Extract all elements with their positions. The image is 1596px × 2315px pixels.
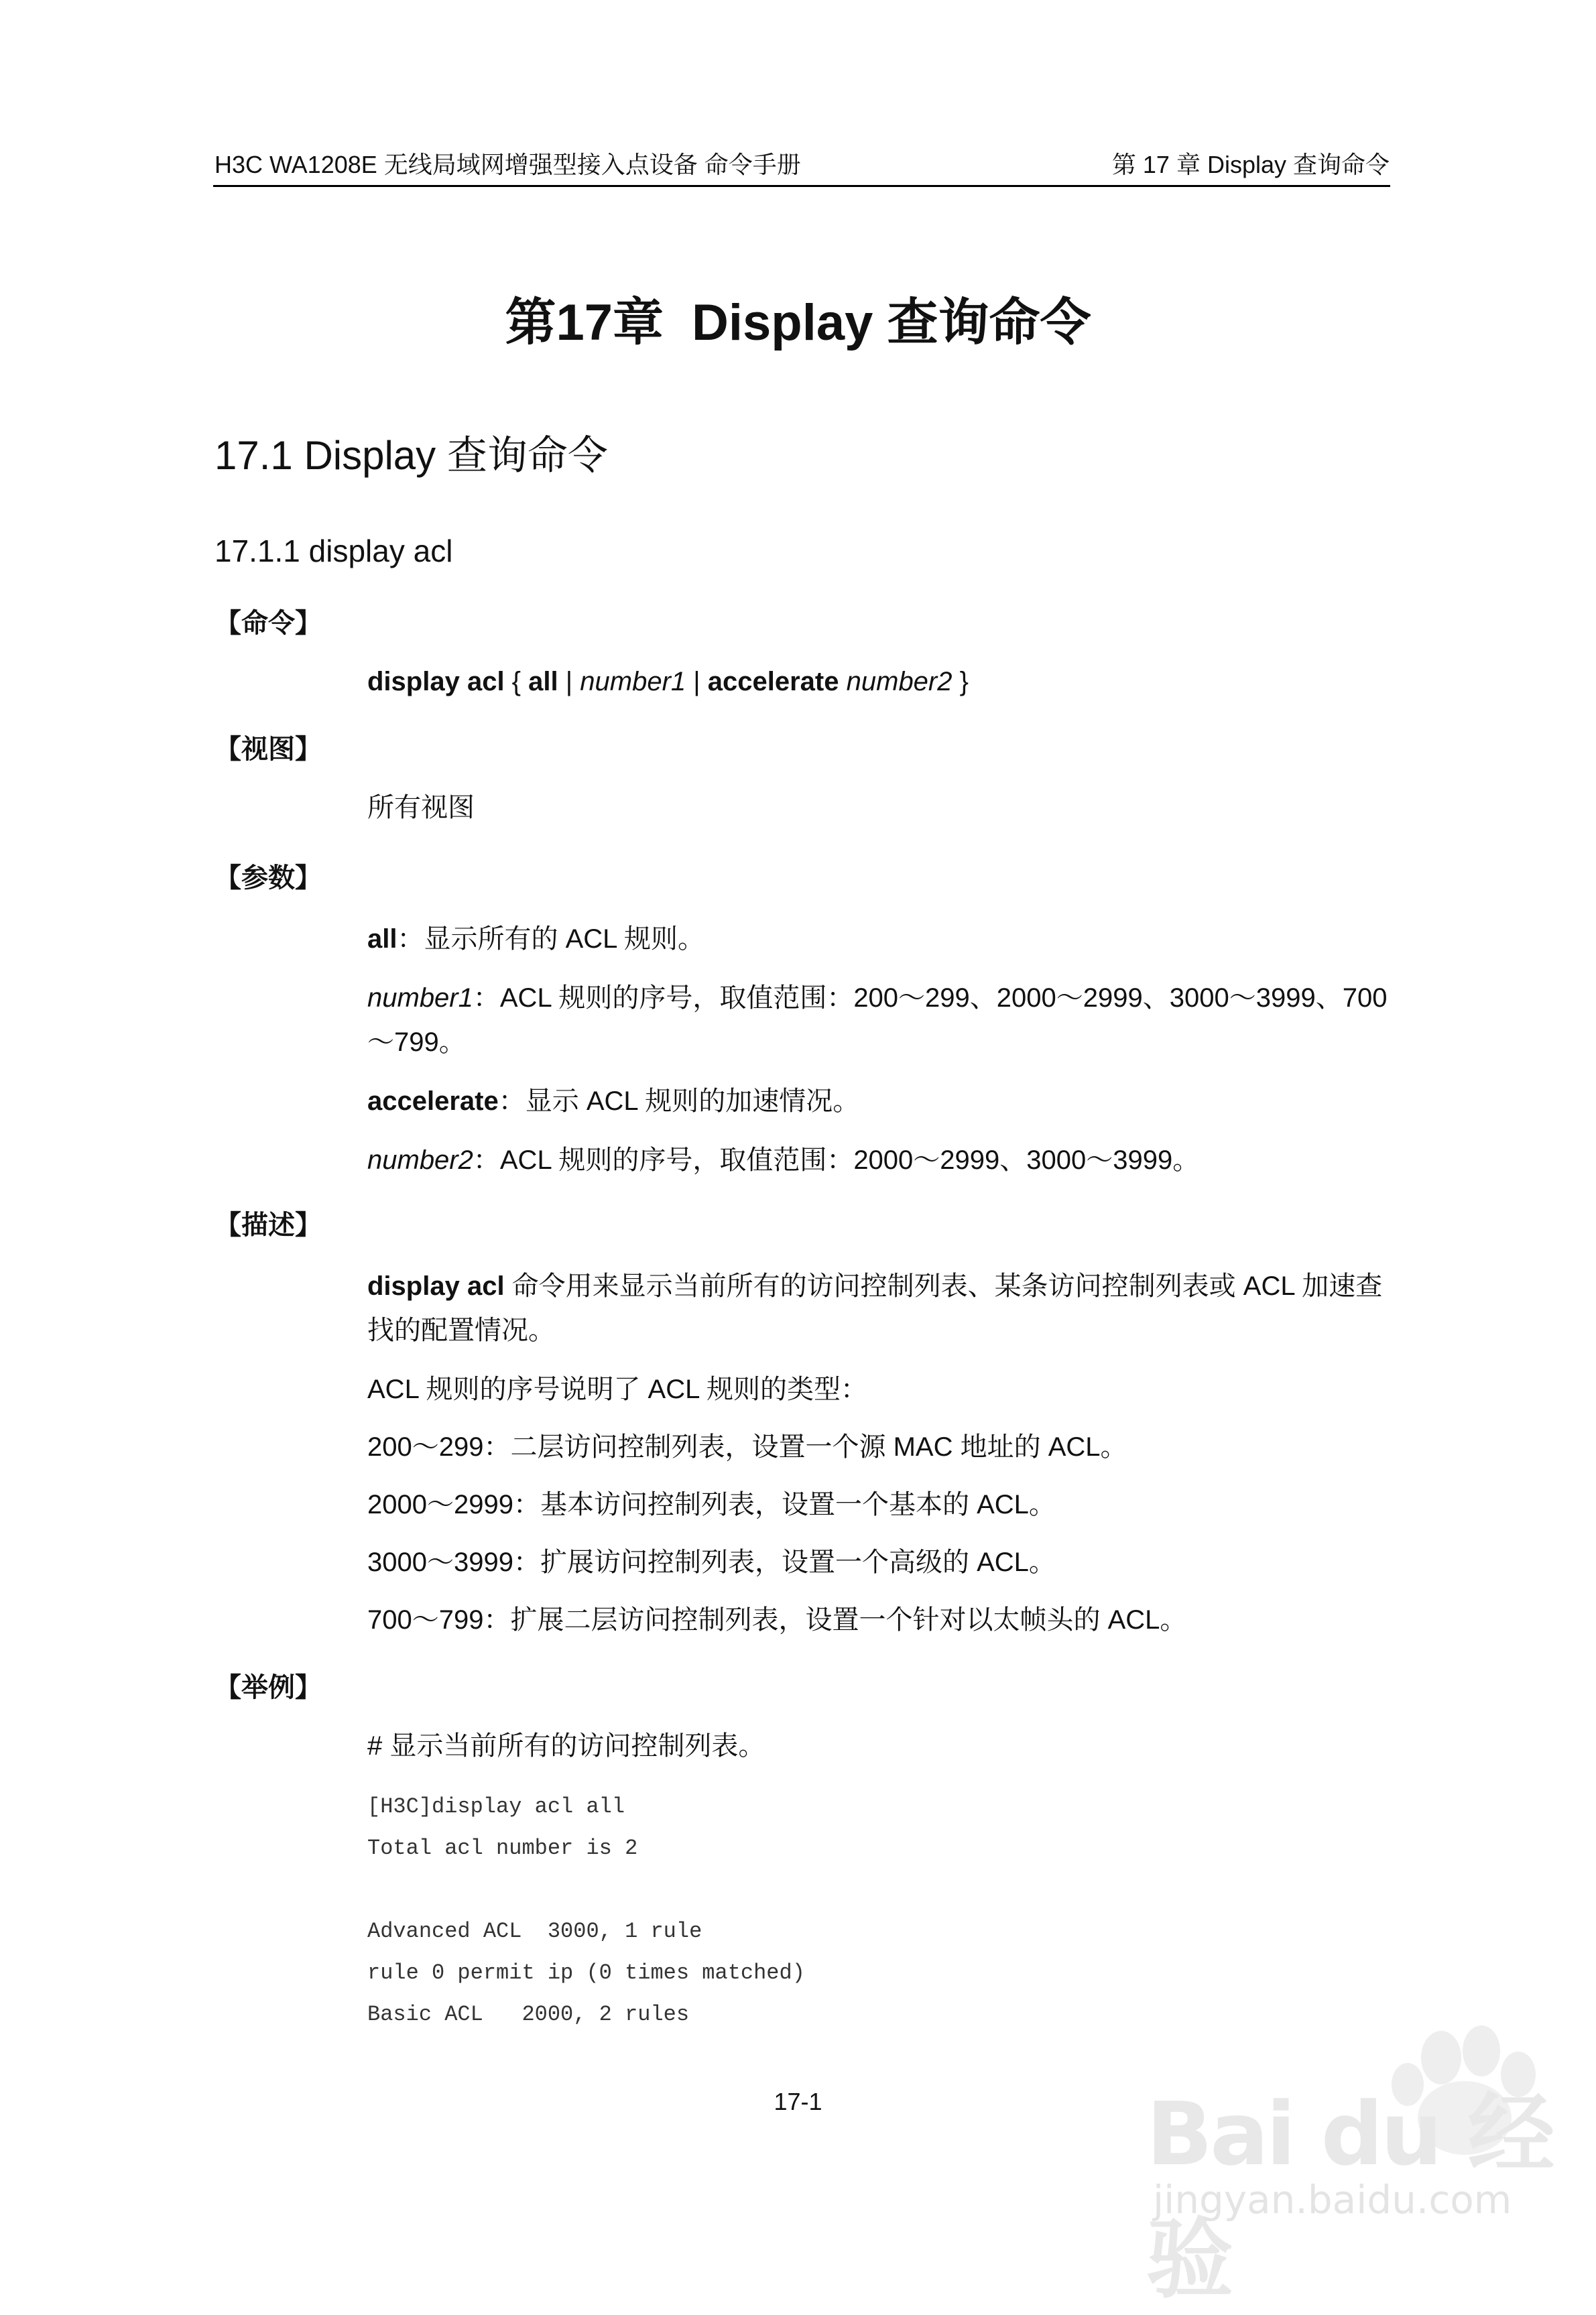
code-line: Advanced ACL 3000, 1 rule	[367, 1919, 702, 1944]
param-desc: ：ACL 规则的序号，取值范围：2000～2999、3000～3999。	[473, 1145, 1200, 1175]
syntax-sep: |	[558, 667, 580, 696]
section-title: 17.1 Display 查询命令	[214, 433, 608, 478]
running-header-right: 第 17 章 Display 查询命令	[1111, 151, 1390, 178]
param-desc: ：ACL 规则的序号，取值范围：200～299、2000～2999、3000～3999、700～799。	[367, 983, 1388, 1057]
command-syntax	[367, 660, 1393, 704]
param-name: number1	[367, 983, 473, 1013]
view-text: 所有视图	[367, 793, 475, 822]
chapter-number: 第17章	[505, 294, 664, 351]
param-number1	[367, 976, 1393, 1064]
param-desc: ：显示所有的 ACL 规则。	[397, 924, 705, 954]
desc-text: 命令用来显示当前所有的访问控制列表、某条访问控制列表或 ACL 加速查找的配置情况。	[367, 1271, 1383, 1345]
param-name: number2	[367, 1145, 473, 1175]
watermark-brand: Bai du 经验	[1146, 2083, 1552, 2310]
desc-cmd: display acl	[367, 1271, 505, 1301]
code-line: rule 0 permit ip (0 times matched)	[367, 1960, 805, 1985]
param-desc: ：显示 ACL 规则的加速情况。	[498, 1086, 860, 1116]
param-number2	[367, 1138, 1393, 1182]
param-name: accelerate	[367, 1086, 499, 1116]
param-name: all	[367, 924, 397, 954]
baidu-jingyan-watermark	[1126, 2017, 1555, 2310]
desc-para-2: ACL 规则的序号说明了 ACL 规则的类型：	[367, 1375, 867, 1404]
example-intro: # 显示当前所有的访问控制列表。	[367, 1731, 765, 1761]
desc-para-4: 2000～2999：基本访问控制列表，设置一个基本的 ACL。	[367, 1490, 1056, 1519]
syntax-brace-open: {	[504, 667, 529, 696]
desc-para-1	[367, 1264, 1393, 1353]
syntax-all: all	[528, 667, 558, 696]
page-number: 17-1	[774, 2088, 822, 2115]
code-line: Basic ACL 2000, 2 rules	[367, 2002, 690, 2027]
code-line: [H3C]display acl all	[367, 1794, 625, 1819]
desc-para-3: 200～299：二层访问控制列表，设置一个源 MAC 地址的 ACL。	[367, 1432, 1127, 1462]
desc-para-6: 700～799：扩展二层访问控制列表，设置一个针对以太帧头的 ACL。	[367, 1605, 1187, 1635]
label-params: 【参数】	[214, 863, 322, 893]
label-command: 【命令】	[214, 609, 322, 638]
param-accelerate	[367, 1079, 1393, 1123]
subsection-title: 17.1.1 display acl	[214, 534, 453, 568]
label-example: 【举例】	[214, 1673, 322, 1702]
syntax-sep: |	[686, 667, 708, 696]
running-header-left: H3C WA1208E 无线局域网增强型接入点设备 命令手册	[214, 151, 801, 178]
syntax-brace-close: }	[952, 667, 969, 696]
chapter-text: Display 查询命令	[692, 294, 1091, 351]
chapter-title	[0, 290, 1596, 357]
header-rule	[213, 185, 1390, 187]
label-view: 【视图】	[214, 735, 322, 764]
syntax-accelerate: accelerate	[707, 667, 839, 696]
code-line: Total acl number is 2	[367, 1836, 638, 1861]
syntax-number2: number2	[846, 667, 953, 696]
label-description: 【描述】	[214, 1210, 322, 1240]
desc-para-5: 3000～3999：扩展访问控制列表，设置一个高级的 ACL。	[367, 1548, 1056, 1577]
watermark-url: jingyan.baidu.com	[1153, 2177, 1512, 2223]
syntax-space	[839, 667, 847, 696]
param-all	[367, 917, 1393, 961]
syntax-number1: number1	[580, 667, 686, 696]
syntax-cmd: display acl	[367, 667, 505, 696]
